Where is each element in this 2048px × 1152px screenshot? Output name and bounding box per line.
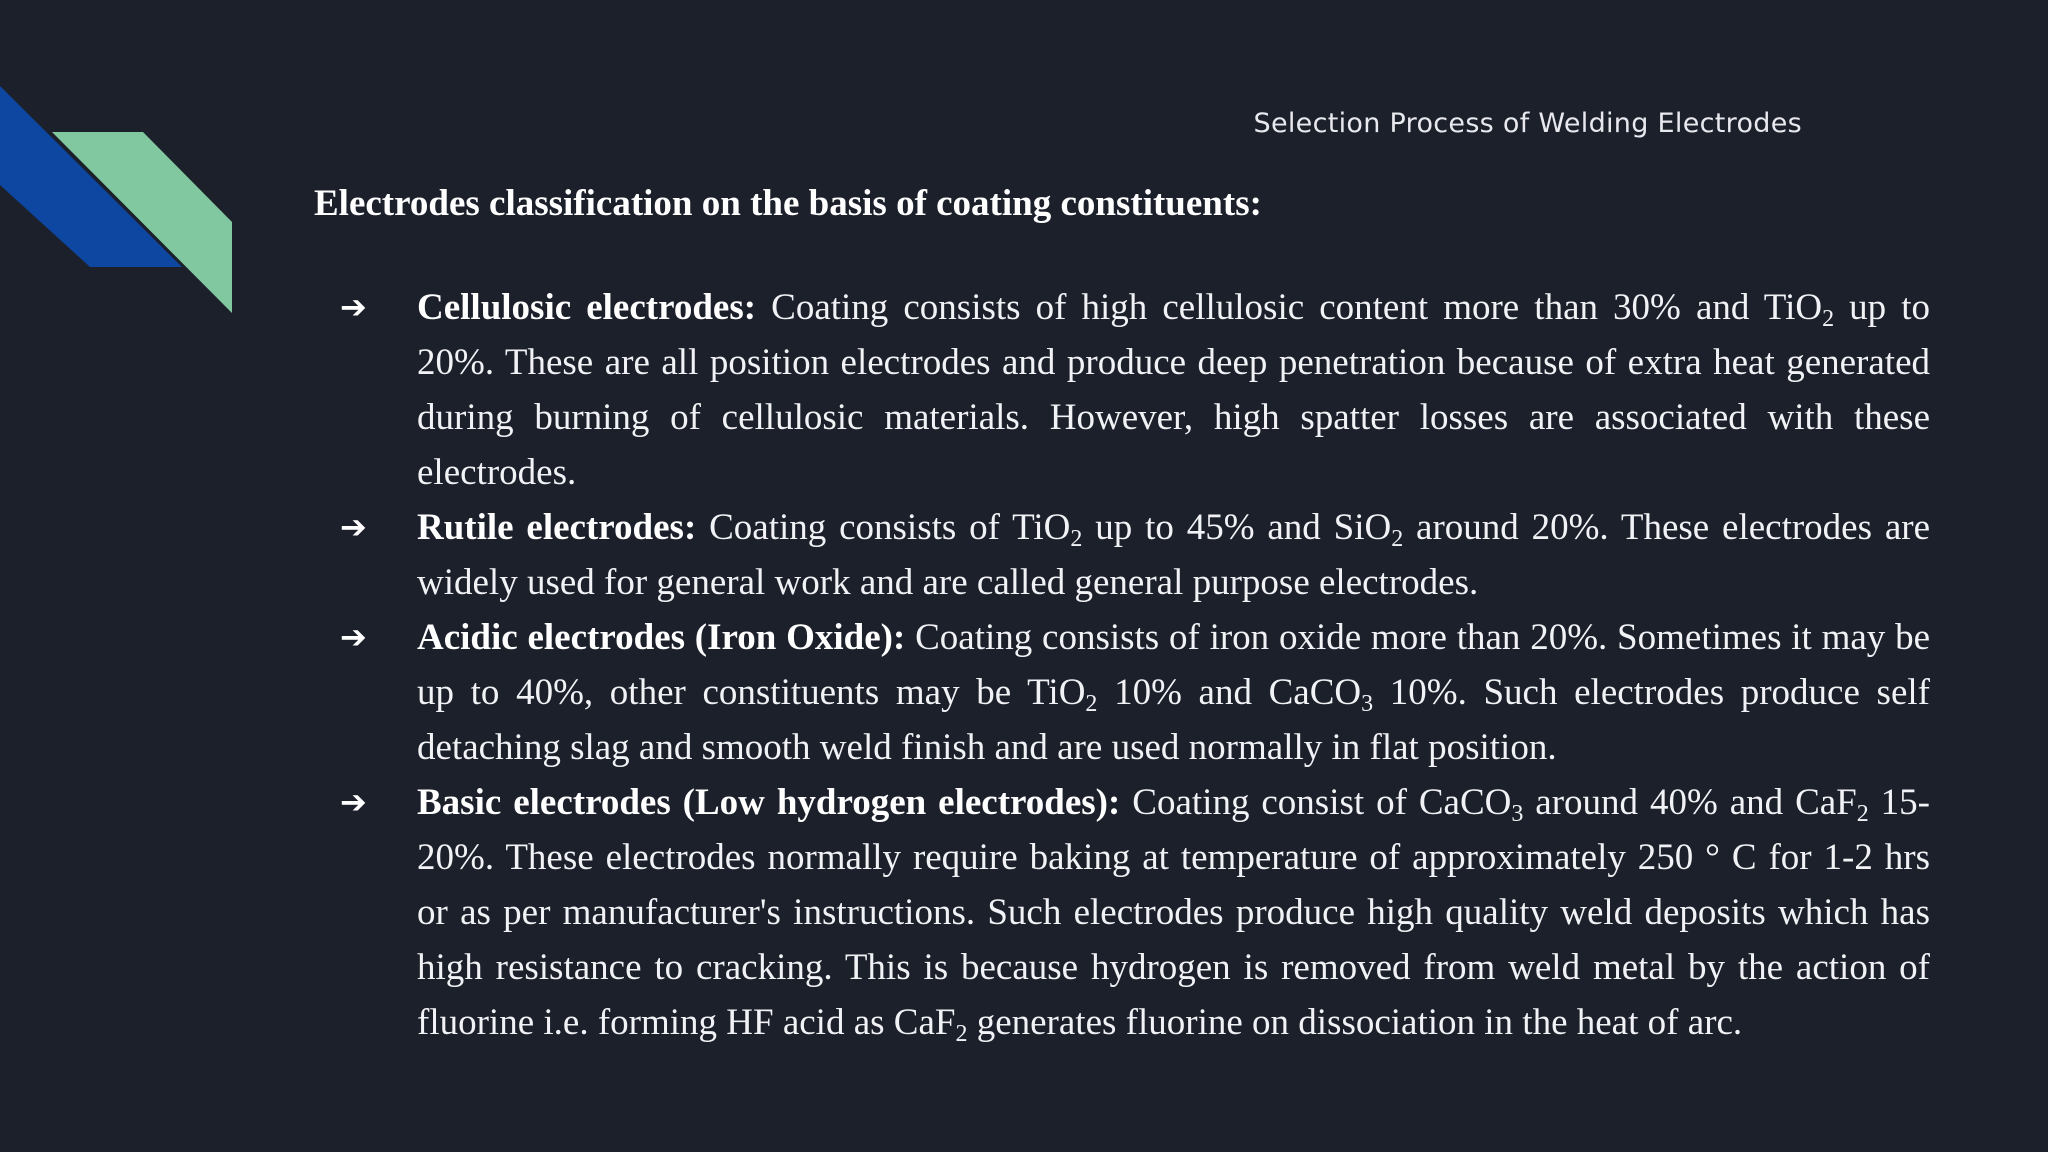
bullet-text: around 40% and CaF	[1523, 782, 1857, 823]
decorative-stripes	[0, 0, 240, 320]
bullet-text: Coating consists of high cellulosic content more than 30% and TiO	[756, 287, 1823, 328]
bullet-term: Basic electrodes (Low hydrogen electrodes):	[417, 782, 1121, 823]
bullet-term: Acidic electrodes (Iron Oxide):	[417, 617, 906, 658]
arrow-bullet-icon: ➔	[340, 508, 367, 546]
bullet-rutile	[340, 500, 1930, 610]
arrow-bullet-icon: ➔	[340, 783, 367, 821]
bullet-text: 15-20%. These electrodes normally require baking at temperature of approximately 250 ° C for 1-2 hrs or as per manufacturer's instructions. Such electrodes produce high quality weld deposits which has high resistance to cracking. This is because hydrogen is removed from weld metal by the action of fluorine i.e. forming HF acid as CaF	[417, 782, 1931, 1043]
subscript: 3	[1511, 801, 1524, 827]
subscript: 2	[1822, 306, 1835, 332]
subscript: 3	[1361, 691, 1374, 717]
bullet-text: Coating consist of CaCO	[1120, 782, 1512, 823]
slide-heading: Electrodes classification on the basis of coating constituents:	[314, 183, 1262, 224]
bullet-text: 10%. Such electrodes produce self detaching slag and smooth weld finish and are used normally in flat position.	[417, 672, 1930, 768]
arrow-bullet-icon: ➔	[340, 618, 367, 656]
bullet-cellulosic	[340, 280, 1930, 500]
bullet-text: generates fluorine on dissociation in the heat of arc.	[967, 1002, 1743, 1043]
arrow-bullet-icon: ➔	[340, 288, 367, 326]
subscript: 2	[1070, 526, 1083, 552]
bullet-text: up to 20%. These are all position electrodes and produce deep penetration because of extra heat generated during burning of cellulosic materials. However, high spatter losses are associated with these electrodes.	[417, 287, 1930, 493]
subscript: 2	[1085, 691, 1098, 717]
bullet-text: up to 45% and SiO	[1082, 507, 1392, 548]
bullet-acidic	[340, 610, 1930, 775]
bullet-list	[340, 280, 1930, 1050]
bullet-text: Coating consists of TiO	[696, 507, 1071, 548]
subscript: 2	[1856, 801, 1869, 827]
bullet-term: Cellulosic electrodes:	[417, 287, 757, 328]
subscript: 2	[955, 1021, 968, 1047]
bullet-text: 10% and CaCO	[1097, 672, 1362, 713]
bullet-text: Coating consists of iron oxide more than 20%. Sometimes it may be up to 40%, other constituents may be TiO	[417, 617, 1930, 713]
bullet-basic	[340, 775, 1930, 1050]
header-title: Selection Process of Welding Electrodes	[1253, 108, 1802, 139]
bullet-text: around 20%. These electrodes are widely used for general work and are called general purpose electrodes.	[417, 507, 1930, 603]
subscript: 2	[1391, 526, 1404, 552]
bullet-term: Rutile electrodes:	[417, 507, 697, 548]
